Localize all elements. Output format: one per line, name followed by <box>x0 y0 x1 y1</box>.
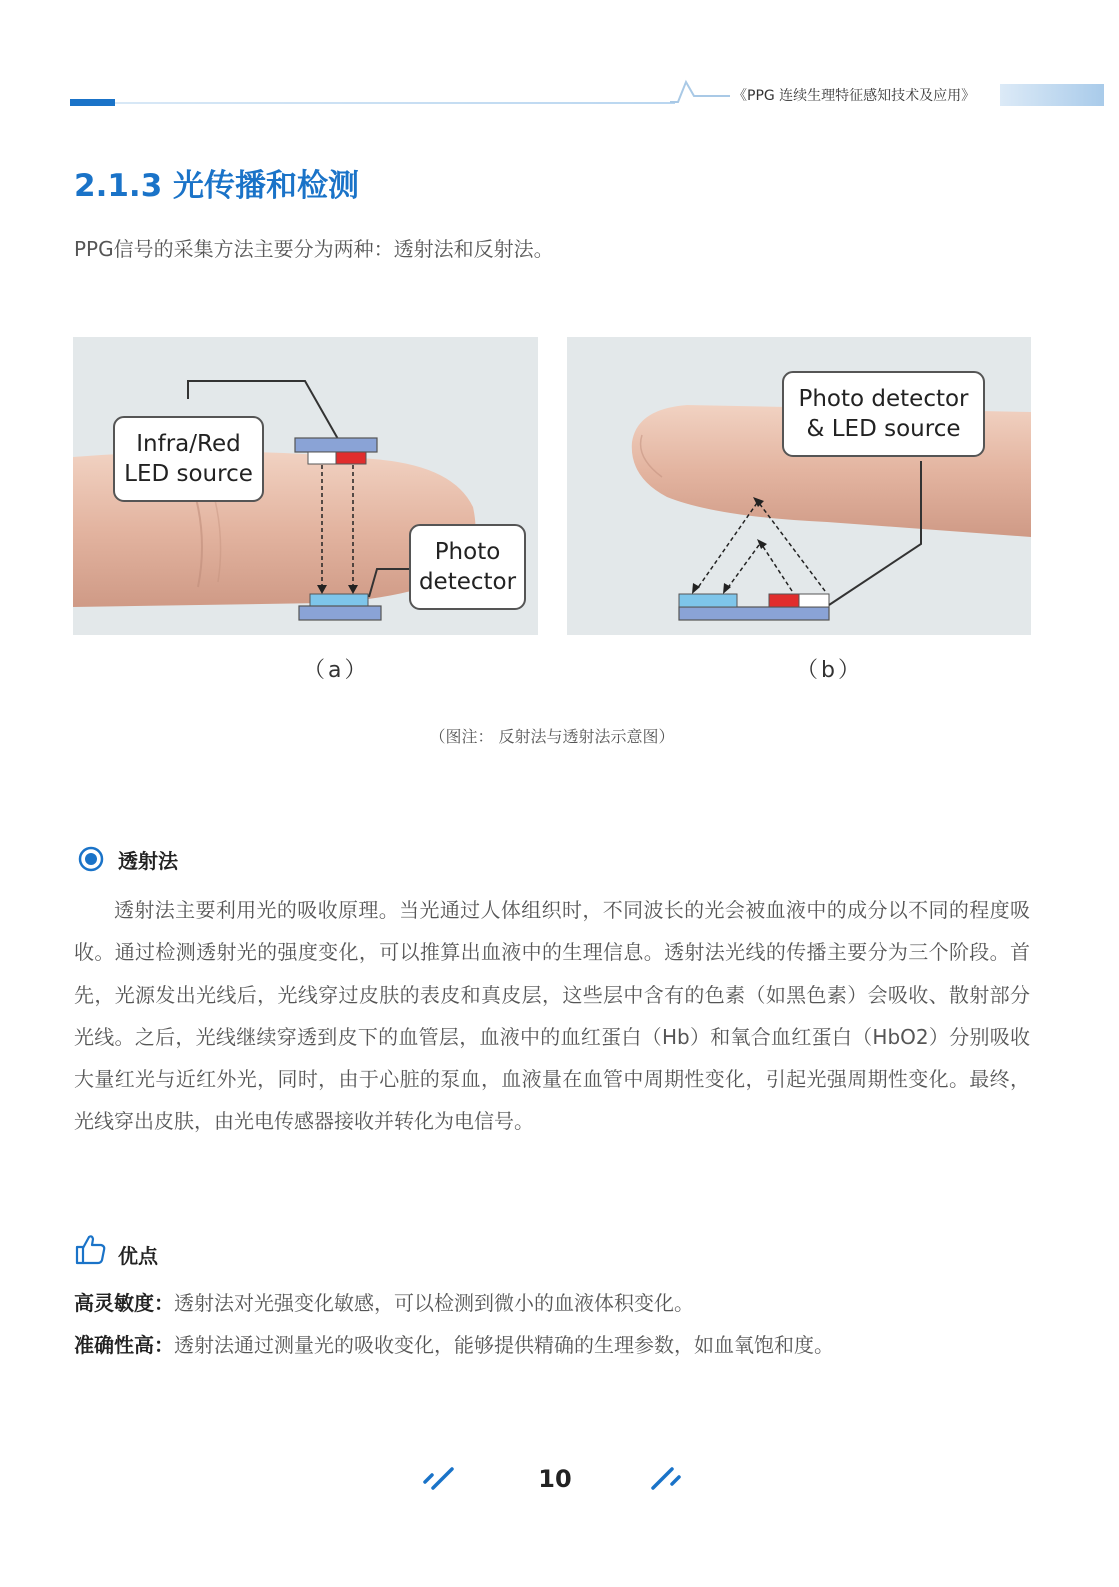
advantages-title: 优点 <box>118 1244 158 1268</box>
thumbs-up-icon <box>74 1233 106 1265</box>
footer-slash-left-icon <box>422 1466 456 1492</box>
figure-reflection <box>567 337 1031 635</box>
led-source-label-line1: Infra/Red <box>136 431 241 457</box>
transmission-title: 透射法 <box>118 849 178 873</box>
header-accent-bar <box>70 99 115 106</box>
transmission-paragraph: 透射法主要利用光的吸收原理。当光通过人体组织时，不同波长的光会被血液中的成分以不同的程度吸收。通过检测透射光的强度变化，可以推算出血液中的生理信息。透射法光线的传播主要分为三个阶段。首先，光源发出光线后，光线穿过皮肤的表皮和真皮层，这些层中含有的色素（如黑色素）会吸收、散射部分光线。之后，光线继续穿透到皮下的血管层，血液中的血红蛋白（Hb）和氧合血红蛋白（HbO2）分别吸收大量红光与近红外光，同时，由于心脏的泵血，血液量在血管中周期性变化，引起光强周期性变化。最终，光线穿出皮肤，由光电传感器接收并转化为电信号。 <box>74 898 1030 1134</box>
led-source-label-line2: LED source <box>124 461 253 487</box>
led-source-callout <box>113 416 264 502</box>
advantage-text: 透射法对光强变化敏感，可以检测到微小的血液体积变化。 <box>174 1291 694 1315</box>
page-number: 10 <box>538 1465 572 1493</box>
reflection-callout <box>782 371 985 457</box>
header-pulse-icon <box>670 78 730 108</box>
footer-slash-right-icon <box>650 1466 684 1492</box>
reflection-label-line1: Photo detector <box>798 386 969 412</box>
figure-b-caption: （b） <box>796 658 863 683</box>
book-title: 《PPG 连续生理特征感知技术及应用》 <box>733 88 976 104</box>
radio-bullet-icon <box>78 846 104 872</box>
header-rule <box>115 102 675 104</box>
advantage-text: 透射法通过测量光的吸收变化，能够提供精确的生理参数，如血氧饱和度。 <box>174 1333 834 1357</box>
reflection-label-line2: & LED source <box>806 416 961 442</box>
figure-transmission <box>73 337 538 635</box>
header-gradient-tab <box>1000 84 1104 106</box>
photo-detector-label-line1: Photo <box>434 539 501 565</box>
figure-a-caption: （a） <box>303 658 370 683</box>
section-title: 2.1.3 光传播和检测 <box>74 168 360 204</box>
photo-detector-callout <box>409 524 526 610</box>
intro-text: PPG信号的采集方法主要分为两种：透射法和反射法。 <box>74 237 554 261</box>
figure-note: （图注： 反射法与透射法示意图） <box>429 727 675 746</box>
advantage-item <box>74 1287 694 1316</box>
photo-detector-label-line2: detector <box>418 569 517 595</box>
advantage-label: 准确性高： <box>74 1333 174 1357</box>
advantage-label: 高灵敏度： <box>74 1291 174 1315</box>
advantage-item <box>74 1329 834 1358</box>
